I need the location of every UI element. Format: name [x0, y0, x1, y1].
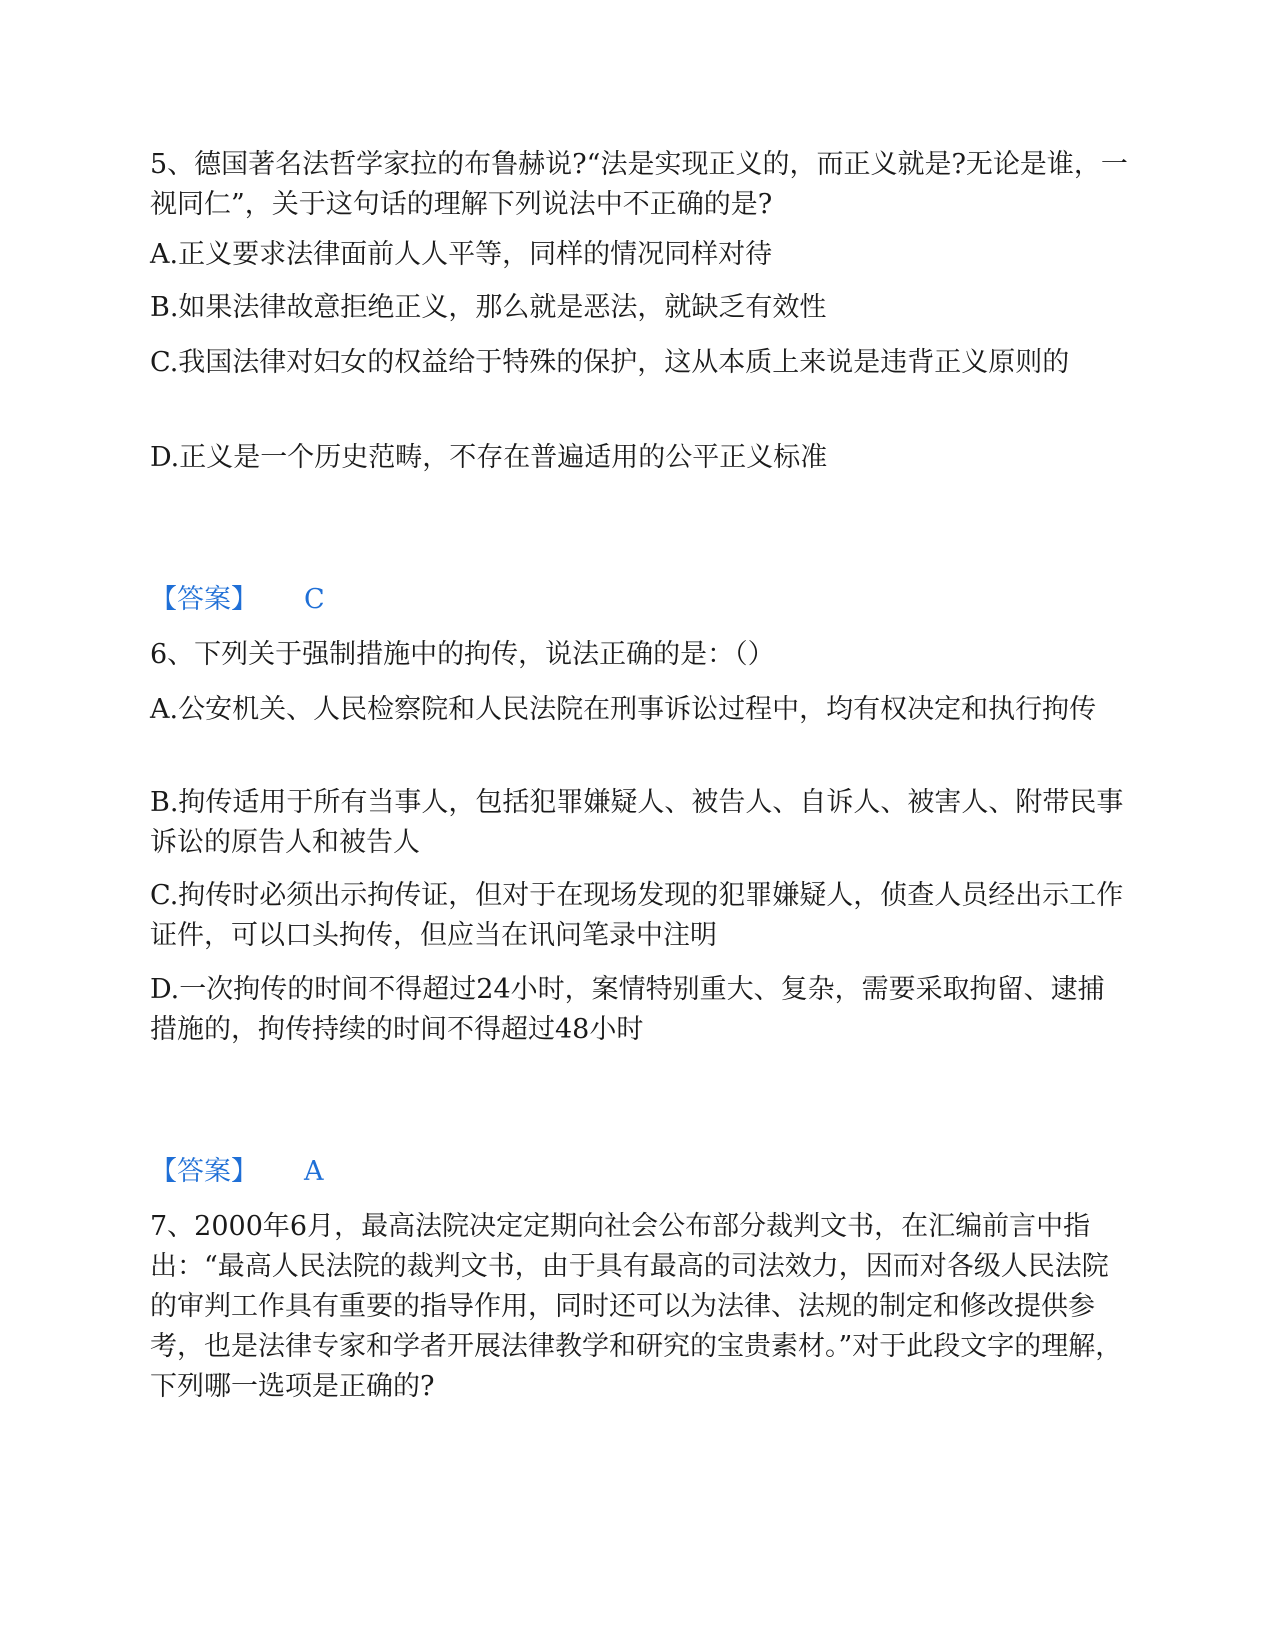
question-5-stem: 5、德国著名法哲学家拉的布鲁赫说?“法是实现正义的，而正义就是?无论是谁，一视同仁”，关于这句话的理解下列说法中不正确的是? [150, 149, 1128, 220]
question-6-answer [150, 1152, 324, 1192]
question-5-answer [150, 580, 325, 620]
answer-label: 【答案】 [150, 1156, 258, 1187]
document-page [150, 0, 1130, 1650]
question-6-option-c: C.拘传时必须出示拘传证，但对于在现场发现的犯罪嫌疑人，侦查人员经出示工作证件，可以口头拘传，但应当在讯问笔录中注明 [150, 880, 1124, 951]
question-6-option-b: B.拘传适用于所有当事人，包括犯罪嫌疑人、被告人、自诉人、被害人、附带民事诉讼的原告人和被告人 [150, 787, 1124, 858]
question-5-option-d: D.正义是一个历史范畴，不存在普遍适用的公平正义标准 [150, 442, 828, 473]
question-6-stem: 6、下列关于强制措施中的拘传，说法正确的是：（） [150, 639, 775, 670]
answer-value: A [304, 1156, 324, 1187]
question-7-stem: 7、2000年6月，最高法院决定定期向社会公布部分裁判文书，在汇编前言中指出：“最高人民法院的裁判文书，由于具有最高的司法效力，因而对各级人民法院的审判工作具有重要的指导作用，同时还可以为法律、法规的制定和修改提供参考，也是法律专家和学者开展法律教学和研究的宝贵素材。”对于此段文字的理解，下列哪一选项是正确的? [150, 1211, 1123, 1402]
question-6-option-a: A.公安机关、人民检察院和人民法院在刑事诉讼过程中，均有权决定和执行拘传 [150, 694, 1097, 725]
question-5-option-a: A.正义要求法律面前人人平等，同样的情况同样对待 [150, 239, 773, 270]
question-5-option-c: C.我国法律对妇女的权益给于特殊的保护，这从本质上来说是违背正义原则的 [150, 347, 1070, 378]
question-5-option-b: B.如果法律故意拒绝正义，那么就是恶法，就缺乏有效性 [150, 292, 827, 323]
answer-label: 【答案】 [150, 584, 258, 615]
answer-value: C [304, 584, 325, 615]
question-6-option-d: D.一次拘传的时间不得超过24小时，案情特别重大、复杂，需要采取拘留、逮捕措施的，拘传持续的时间不得超过48小时 [150, 974, 1105, 1045]
